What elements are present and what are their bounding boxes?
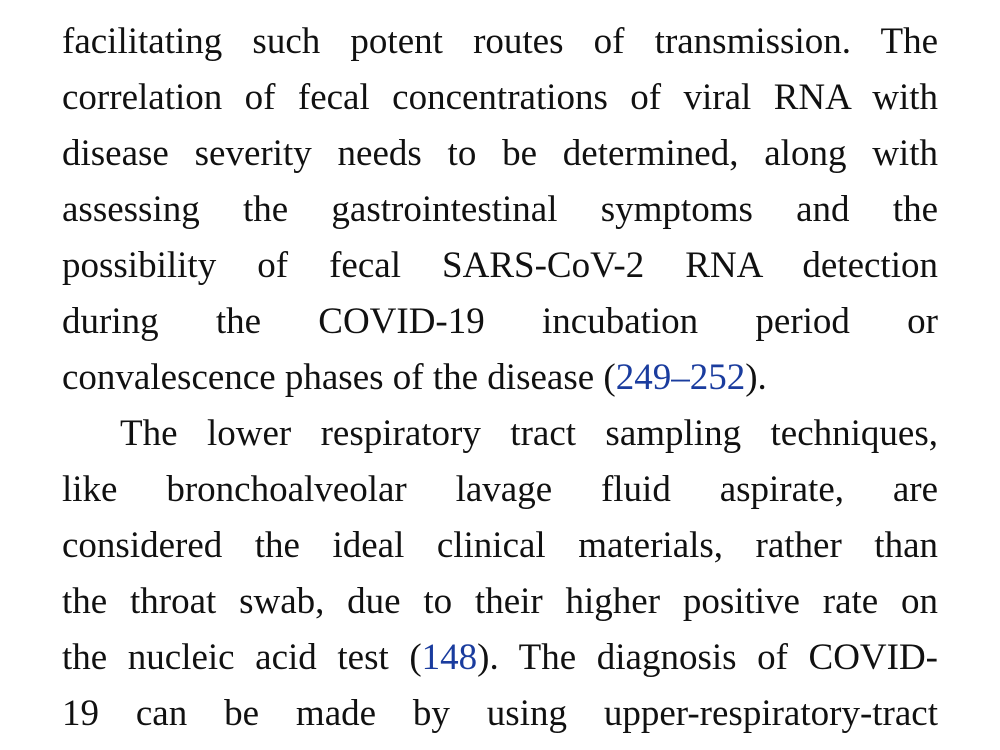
paragraph-first-line: The lower respiratory tract sampling techniques, bbox=[120, 413, 938, 454]
text-line-1: facilitating such potent routes of transmission. The bbox=[62, 21, 938, 62]
text-segment: the nucleic acid test ( bbox=[62, 637, 422, 678]
text-segment: convalescence phases of the disease ( bbox=[62, 357, 616, 398]
text-segment: ). bbox=[745, 357, 767, 398]
text-line-7 bbox=[62, 350, 938, 406]
text-line-2: correlation of fecal concentrations of viral RNA with bbox=[62, 77, 938, 118]
text-line-3: disease severity needs to be determined, along with bbox=[62, 133, 938, 174]
text-segment: ). The diagnosis of COVID- bbox=[477, 637, 938, 678]
text-line-13: 19 can be made by using upper-respiratory-tract bbox=[62, 693, 938, 734]
text-line-10: considered the ideal clinical materials, rather than bbox=[62, 525, 938, 566]
text-line-4: assessing the gastrointestinal symptoms and the bbox=[62, 189, 938, 230]
text-line-6: during the COVID-19 incubation period or bbox=[62, 301, 938, 342]
text-line-12 bbox=[62, 630, 938, 686]
text-line-11: the throat swab, due to their higher positive rate on bbox=[62, 581, 938, 622]
citation-link-249-252[interactable]: 249–252 bbox=[615, 357, 746, 398]
text-line-5: possibility of fecal SARS-CoV-2 RNA detection bbox=[62, 245, 938, 286]
text-line-9: like bronchoalveolar lavage fluid aspirate, are bbox=[62, 469, 938, 510]
citation-link-148[interactable]: 148 bbox=[421, 637, 478, 678]
